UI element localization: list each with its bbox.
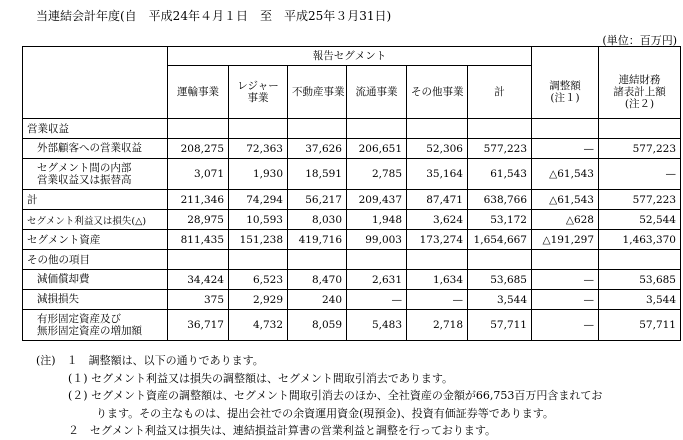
value-cell (599, 250, 681, 270)
value-cell: 419,716 (288, 230, 347, 250)
table-row (23, 210, 681, 230)
header-blank-cell (23, 47, 168, 119)
value-cell: 2,631 (347, 270, 407, 290)
segment-table (22, 46, 681, 341)
value-cell: 57,711 (468, 310, 532, 341)
value-cell (407, 119, 468, 139)
value-cell (229, 250, 288, 270)
notes-section (36, 352, 602, 440)
value-cell (168, 119, 229, 139)
value-cell: — (347, 290, 407, 310)
value-cell: — (532, 139, 599, 159)
column-header-consolidated (599, 66, 681, 119)
row-label: 営業収益 (23, 119, 168, 139)
value-cell: △61,543 (532, 190, 599, 210)
table-row (23, 139, 681, 159)
column-header-leisure (229, 66, 288, 119)
value-cell: 3,624 (407, 210, 468, 230)
value-cell: 209,437 (347, 190, 407, 210)
header-blank-top-consolidated (599, 47, 681, 66)
value-cell: 151,238 (229, 230, 288, 250)
value-cell: 1,463,370 (599, 230, 681, 250)
value-cell: 3,071 (168, 159, 229, 190)
value-cell: 99,003 (347, 230, 407, 250)
value-cell: 1,930 (229, 159, 288, 190)
column-header-real-estate: 不動産事業 (288, 66, 347, 119)
value-cell (468, 119, 532, 139)
row-label: その他の項目 (23, 250, 168, 270)
value-cell: 206,651 (347, 139, 407, 159)
value-cell: 8,030 (288, 210, 347, 230)
note-line-1: (注) １ 調整額は、以下の通りであります。 (36, 354, 264, 367)
value-cell: — (407, 290, 468, 310)
table-row (23, 159, 681, 190)
value-cell: 72,363 (229, 139, 288, 159)
row-label: 減価償却費 (23, 270, 168, 290)
column-header-other: その他事業 (407, 66, 468, 119)
row-label: セグメント資産 (23, 230, 168, 250)
row-label: セグメント間の内部 営業収益又は振替高 (23, 159, 168, 190)
value-cell: 2,718 (407, 310, 468, 341)
value-cell (347, 119, 407, 139)
table-row (23, 230, 681, 250)
header-row-1 (23, 47, 681, 66)
value-cell (168, 250, 229, 270)
value-cell: — (599, 159, 681, 190)
table-row (23, 270, 681, 290)
note-line-3: (２) セグメント資産の調整額は、セグメント間取引消去のほか、全社資産の金額が66,753百万円含まれてお (68, 389, 603, 402)
value-cell: 52,544 (599, 210, 681, 230)
value-cell (532, 250, 599, 270)
header-blank-top-adjust (532, 47, 599, 66)
value-cell: 577,223 (599, 190, 681, 210)
value-cell: 3,544 (599, 290, 681, 310)
value-cell: — (532, 290, 599, 310)
report-segment-header: 報告セグメント (168, 47, 532, 66)
value-cell: 36,717 (168, 310, 229, 341)
value-cell: 10,593 (229, 210, 288, 230)
value-cell: — (532, 270, 599, 290)
value-cell: △61,543 (532, 159, 599, 190)
table-row (23, 250, 681, 270)
value-cell (229, 119, 288, 139)
value-cell: 4,732 (229, 310, 288, 341)
value-cell: 6,523 (229, 270, 288, 290)
value-cell: 8,470 (288, 270, 347, 290)
value-cell: 240 (288, 290, 347, 310)
value-cell (347, 250, 407, 270)
column-header-leisure-text: レジャー 事業 (237, 79, 279, 104)
column-header-adjustment-text: 調整額 (注１) (549, 79, 581, 104)
table-row (23, 310, 681, 341)
value-cell: 811,435 (168, 230, 229, 250)
value-cell: 52,306 (407, 139, 468, 159)
value-cell: 57,711 (599, 310, 681, 341)
column-header-consolidated-text: 連結財務 諸表計上額 (注２) (613, 73, 666, 110)
row-label: 外部顧客への営業収益 (23, 139, 168, 159)
value-cell: 577,223 (468, 139, 532, 159)
row-label: 減損損失 (23, 290, 168, 310)
value-cell (288, 250, 347, 270)
value-cell: 375 (168, 290, 229, 310)
value-cell: 1,634 (407, 270, 468, 290)
table-row (23, 119, 681, 139)
table-row (23, 290, 681, 310)
value-cell: 208,275 (168, 139, 229, 159)
value-cell: 56,217 (288, 190, 347, 210)
value-cell: 61,543 (468, 159, 532, 190)
value-cell: 5,483 (347, 310, 407, 341)
table-row (23, 190, 681, 210)
value-cell: 1,654,667 (468, 230, 532, 250)
value-cell (407, 250, 468, 270)
column-header-distribution: 流通事業 (347, 66, 407, 119)
column-header-total: 計 (468, 66, 532, 119)
value-cell: 577,223 (599, 139, 681, 159)
value-cell (599, 119, 681, 139)
note-line-5: ２ セグメント利益又は損失は、連結損益計算書の営業利益と調整を行っております。 (68, 424, 497, 437)
value-cell: 35,164 (407, 159, 468, 190)
value-cell: △191,297 (532, 230, 599, 250)
value-cell: 3,544 (468, 290, 532, 310)
value-cell: 1,948 (347, 210, 407, 230)
value-cell: 53,685 (599, 270, 681, 290)
value-cell: 2,929 (229, 290, 288, 310)
row-label: 有形固定資産及び 無形固定資産の増加額 (23, 310, 168, 341)
value-cell: 53,172 (468, 210, 532, 230)
note-line-2: (１) セグメント利益又は損失の調整額は、セグメント間取引消去であります。 (68, 371, 453, 385)
value-cell: 37,626 (288, 139, 347, 159)
value-cell: 2,785 (347, 159, 407, 190)
value-cell: 87,471 (407, 190, 468, 210)
value-cell: 173,274 (407, 230, 468, 250)
value-cell: 34,424 (168, 270, 229, 290)
period-heading: 当連結会計年度(自 平成24年４月１日 至 平成25年３月31日) (36, 9, 392, 23)
column-header-transport: 運輸事業 (168, 66, 229, 119)
column-header-adjustment (532, 66, 599, 119)
row-label: セグメント利益又は損失(△) (23, 210, 168, 230)
value-cell: 638,766 (468, 190, 532, 210)
value-cell: 211,346 (168, 190, 229, 210)
value-cell: 28,975 (168, 210, 229, 230)
value-cell: 74,294 (229, 190, 288, 210)
unit-label: (単位：百万円) (602, 34, 677, 47)
value-cell (288, 119, 347, 139)
row-label: 計 (23, 190, 168, 210)
value-cell (468, 250, 532, 270)
value-cell: 18,591 (288, 159, 347, 190)
value-cell: 53,685 (468, 270, 532, 290)
value-cell (532, 119, 599, 139)
value-cell: — (532, 310, 599, 341)
value-cell: 8,059 (288, 310, 347, 341)
value-cell: △628 (532, 210, 599, 230)
note-line-4: ります。その主なものは、提出会社での余資運用資金(現預金)、投資有価証券等であります。 (96, 406, 554, 420)
